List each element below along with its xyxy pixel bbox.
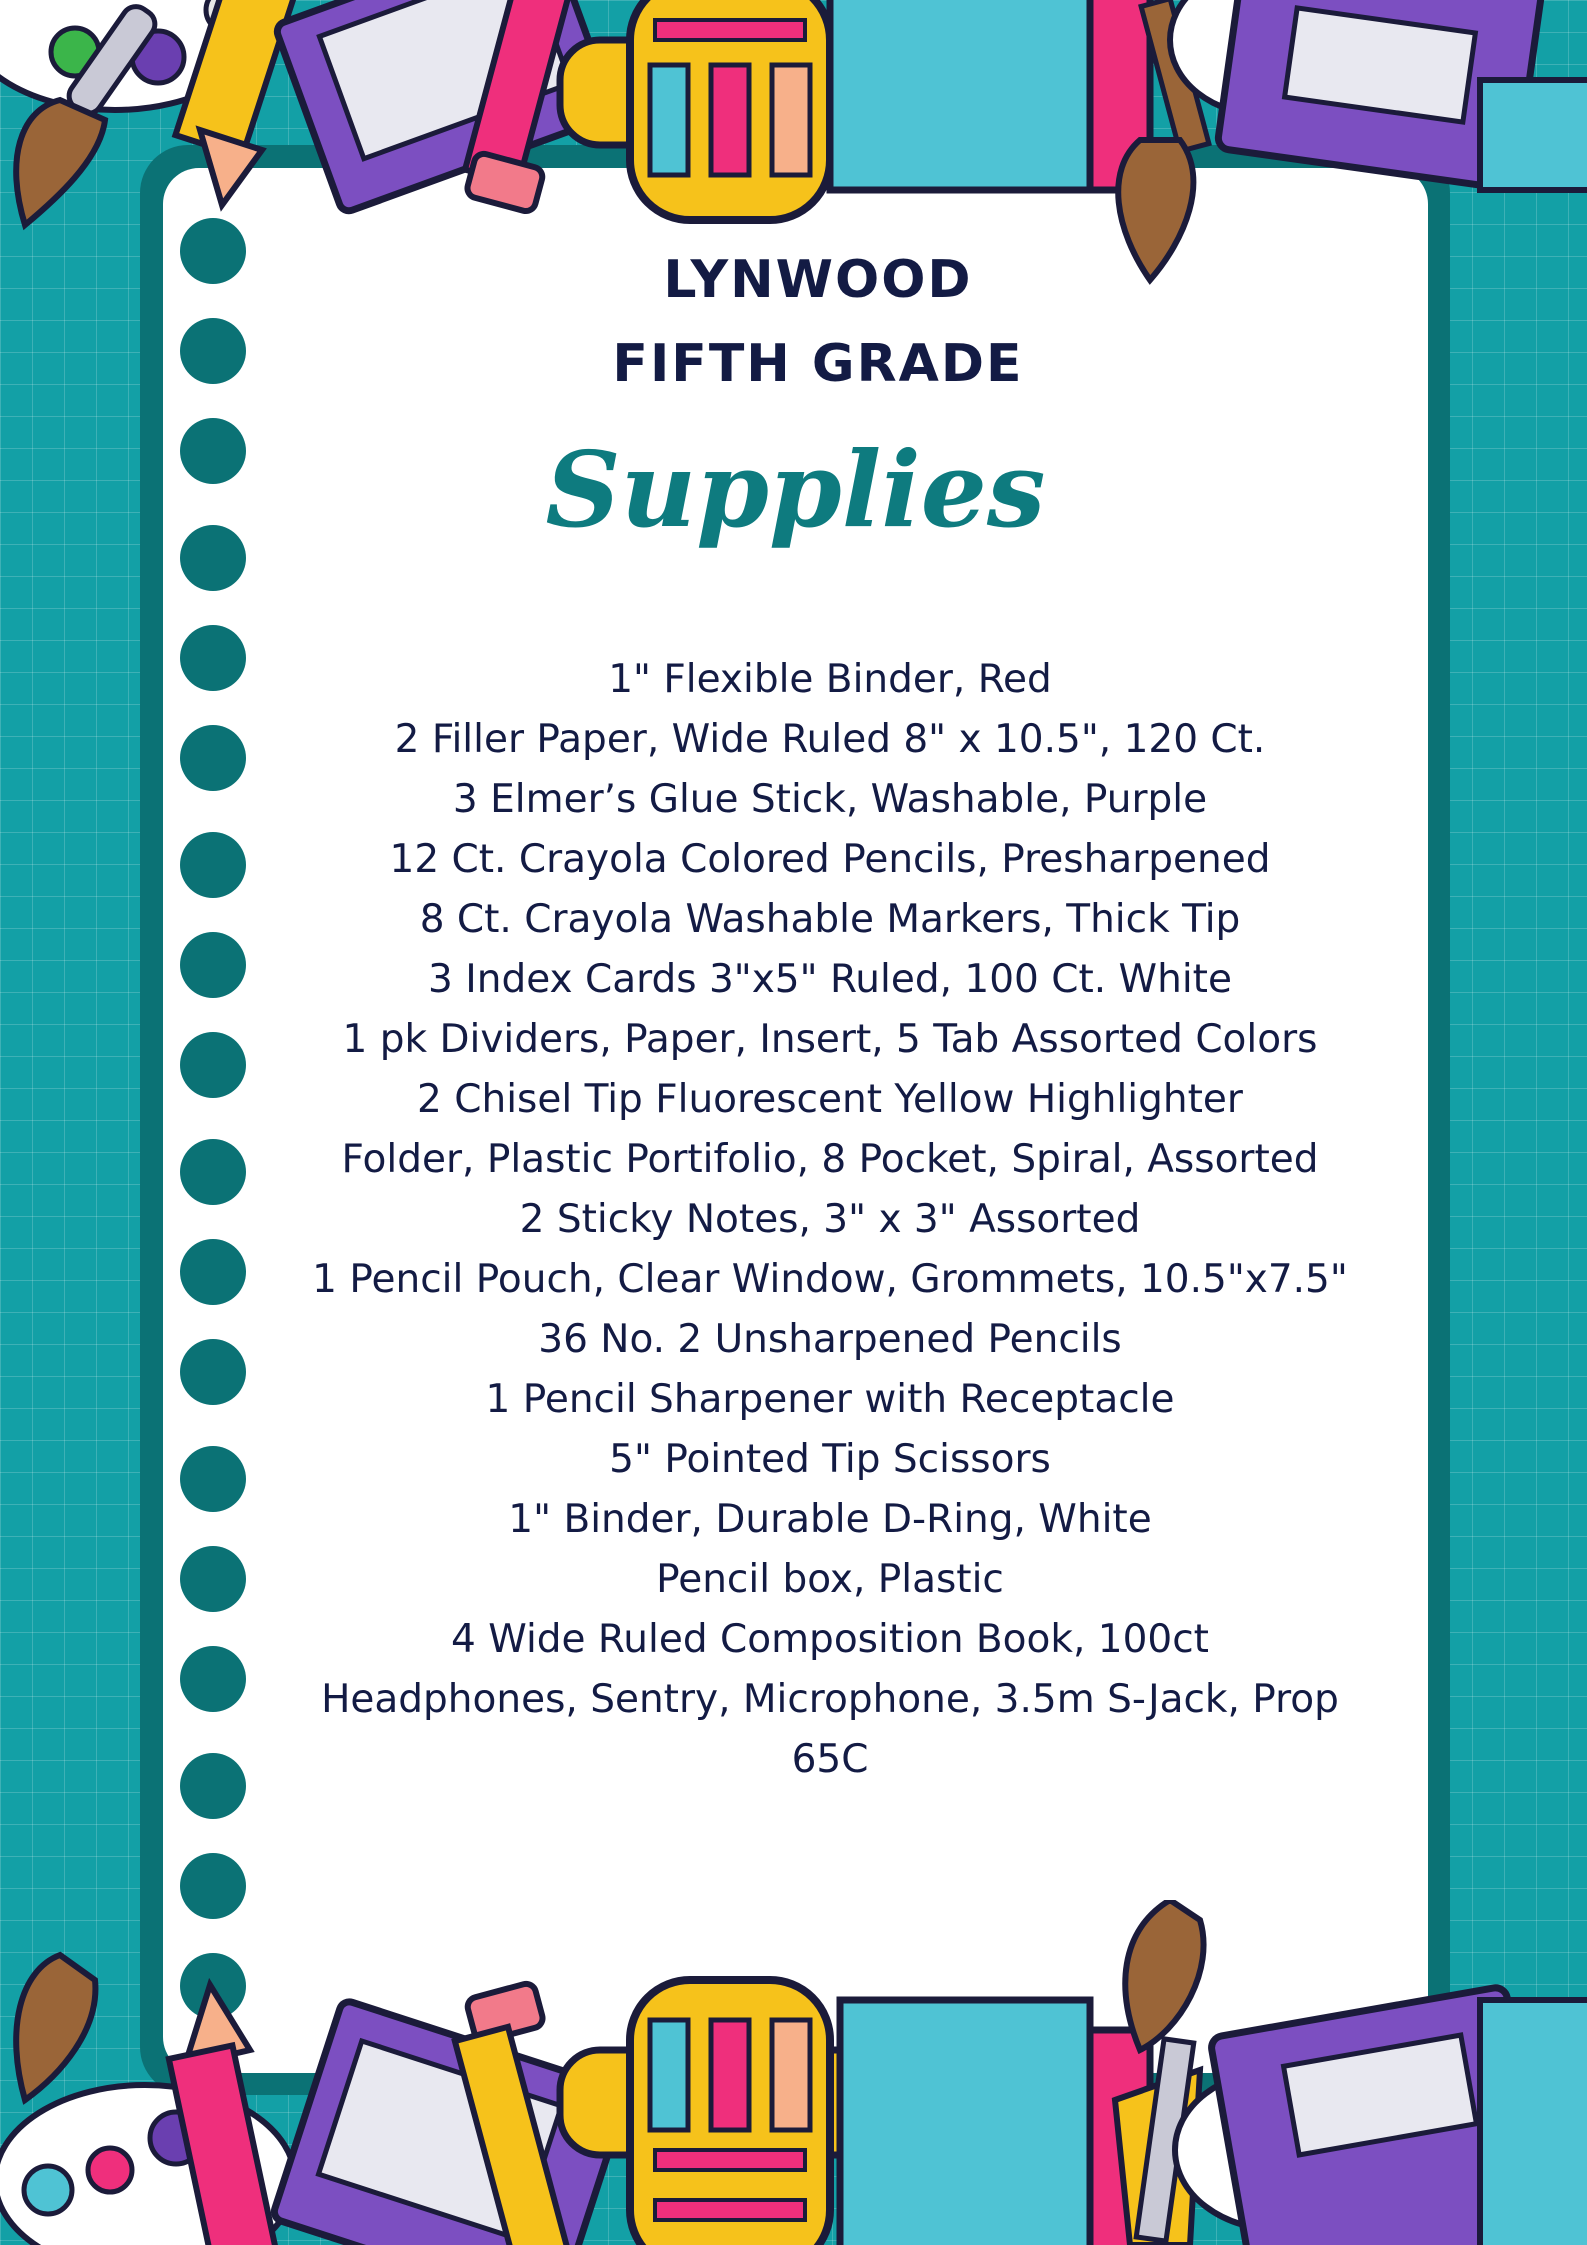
supply-item: 36 No. 2 Unsharpened Pencils — [538, 1317, 1122, 1362]
binder-hole — [180, 832, 246, 898]
supply-item: 1" Binder, Durable D-Ring, White — [508, 1497, 1152, 1542]
folder-icon — [830, 0, 1150, 190]
supply-item: 2 Chisel Tip Fluorescent Yellow Highlighter — [417, 1077, 1243, 1122]
supply-list — [250, 650, 1410, 1790]
supply-item: 1" Flexible Binder, Red — [608, 657, 1052, 702]
supply-item: 4 Wide Ruled Composition Book, 100ct — [451, 1617, 1209, 1662]
supply-item: 2 Filler Paper, Wide Ruled 8" x 10.5", 120 Ct. — [394, 717, 1266, 762]
supply-item: 1 Pencil Pouch, Clear Window, Grommets, 10.5"x7.5" — [312, 1257, 1348, 1302]
calculator-icon — [1210, 1986, 1587, 2245]
supply-item: 2 Sticky Notes, 3" x 3" Assorted — [519, 1197, 1141, 1242]
binder-hole — [180, 625, 246, 691]
binder-hole — [180, 725, 246, 791]
binder-hole — [180, 1032, 246, 1098]
supply-item: 12 Ct. Crayola Colored Pencils, Presharpened — [389, 837, 1271, 882]
supply-item: 5" Pointed Tip Scissors — [609, 1437, 1051, 1482]
supply-item: 3 Index Cards 3"x5" Ruled, 100 Ct. White — [428, 957, 1232, 1002]
binder-hole — [180, 1753, 246, 1819]
binder-hole — [180, 932, 246, 998]
document-header — [163, 238, 1473, 406]
supply-item: 1 Pencil Sharpener with Receptacle — [485, 1377, 1175, 1422]
bottom-decoration-border — [0, 1900, 1587, 2245]
supply-item: Folder, Plastic Portifolio, 8 Pocket, Spiral, Assorted — [341, 1137, 1319, 1182]
binder-hole — [180, 1546, 246, 1612]
supply-item: Pencil box, Plastic — [656, 1557, 1004, 1602]
binder-hole — [180, 1339, 246, 1405]
paintbrush-icon — [16, 1955, 95, 2100]
binder-hole — [180, 1239, 246, 1305]
supply-item: 8 Ct. Crayola Washable Markers, Thick Tip — [419, 897, 1241, 942]
binder-hole — [180, 1139, 246, 1205]
page-title: Supplies — [545, 428, 1046, 551]
school-name: LYNWOOD — [663, 250, 973, 310]
calculator-icon — [1217, 0, 1587, 190]
grade-level: FIFTH GRADE — [612, 334, 1024, 394]
binder-hole — [180, 1446, 246, 1512]
supply-item: 65C — [791, 1737, 869, 1782]
supply-item: Headphones, Sentry, Microphone, 3.5m S-Jack, Prop — [321, 1677, 1339, 1722]
supply-item: 1 pk Dividers, Paper, Insert, 5 Tab Assorted Colors — [342, 1017, 1318, 1062]
supply-item: 3 Elmer’s Glue Stick, Washable, Purple — [452, 777, 1208, 822]
binder-hole — [180, 1646, 246, 1712]
